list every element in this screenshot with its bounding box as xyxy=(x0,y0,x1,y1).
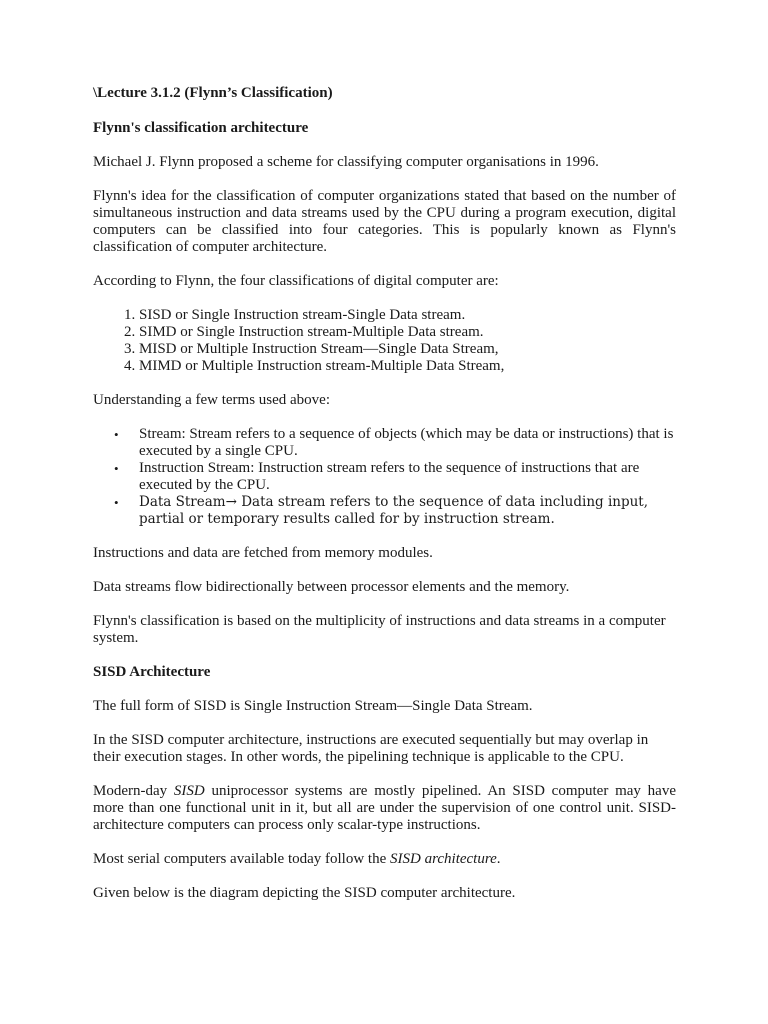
paragraph-terms: Understanding a few terms used above: xyxy=(93,392,331,408)
section-title: Flynn's classification architecture xyxy=(93,120,309,136)
paragraph-flow: Data streams flow bidirectionally between processor elements and the memory. xyxy=(93,579,570,595)
list-item: 1. SISD or Single Instruction stream-Single Data stream. xyxy=(139,307,676,324)
paragraph-diagram: Given below is the diagram depicting the SISD computer architecture. xyxy=(93,885,516,901)
list-item: 3. MISD or Multiple Instruction Stream—Single Data Stream, xyxy=(139,341,676,358)
modern-after: uniprocessor systems are mostly pipelined. An SISD computer may have more than one functional unit in it, but all are under the supervision of one control unit. SISD-architecture computers can process only scalar-type instructions. xyxy=(93,783,676,833)
list-item xyxy=(114,460,676,494)
modern-before: Modern-day xyxy=(93,783,174,799)
paragraph-proposal: Michael J. Flynn proposed a scheme for classifying computer organisations in 1996. xyxy=(93,154,599,170)
serial-after: . xyxy=(496,851,501,867)
paragraph-according: According to Flynn, the four classifications of digital computer are: xyxy=(93,273,499,289)
sisd-title: SISD Architecture xyxy=(93,664,211,680)
term-data-stream: Data Stream→ Data stream refers to the sequence of data including input, partial or temporary results called for by instruction stream. xyxy=(139,494,649,527)
paragraph-modern xyxy=(93,783,676,834)
bullet-icon: • xyxy=(114,461,119,476)
serial-italic: SISD architecture xyxy=(390,851,497,867)
paragraph-multiplicity: Flynn's classification is based on the multiplicity of instructions and data streams in a computer system. xyxy=(93,613,666,646)
term-instruction-stream: Instruction Stream: Instruction stream refers to the sequence of instructions that are executed by the CPU. xyxy=(139,460,640,493)
paragraph-idea: Flynn's idea for the classification of computer organizations stated that based on the number of simultaneous instruction and data streams used by the CPU during a program execution, digital computers can be classified into four categories. This is popularly known as Flynn's classification of computer architecture. xyxy=(93,188,676,255)
bullet-icon: • xyxy=(114,495,119,510)
serial-before: Most serial computers available today follow the xyxy=(93,851,391,867)
bullet-icon: • xyxy=(114,427,119,442)
paragraph-fetched: Instructions and data are fetched from memory modules. xyxy=(93,545,433,561)
list-item xyxy=(114,426,676,460)
classification-list xyxy=(93,307,676,375)
paragraph-sequential: In the SISD computer architecture, instructions are executed sequentially but may overlap in their execution stages. In other words, the pipelining technique is applicable to the CPU. xyxy=(93,732,649,765)
list-item: 4. MIMD or Multiple Instruction stream-Multiple Data Stream, xyxy=(139,358,676,375)
lecture-title: \Lecture 3.1.2 (Flynn’s Classification) xyxy=(93,85,333,101)
terms-list xyxy=(93,426,676,528)
term-stream: Stream: Stream refers to a sequence of objects (which may be data or instructions) that is executed by a single CPU. xyxy=(139,426,674,459)
list-item xyxy=(114,494,676,528)
modern-italic: SISD xyxy=(173,783,205,799)
paragraph-serial xyxy=(93,851,676,868)
list-item: 2. SIMD or Single Instruction stream-Multiple Data stream. xyxy=(139,324,676,341)
paragraph-fullform: The full form of SISD is Single Instruction Stream—Single Data Stream. xyxy=(93,698,533,714)
